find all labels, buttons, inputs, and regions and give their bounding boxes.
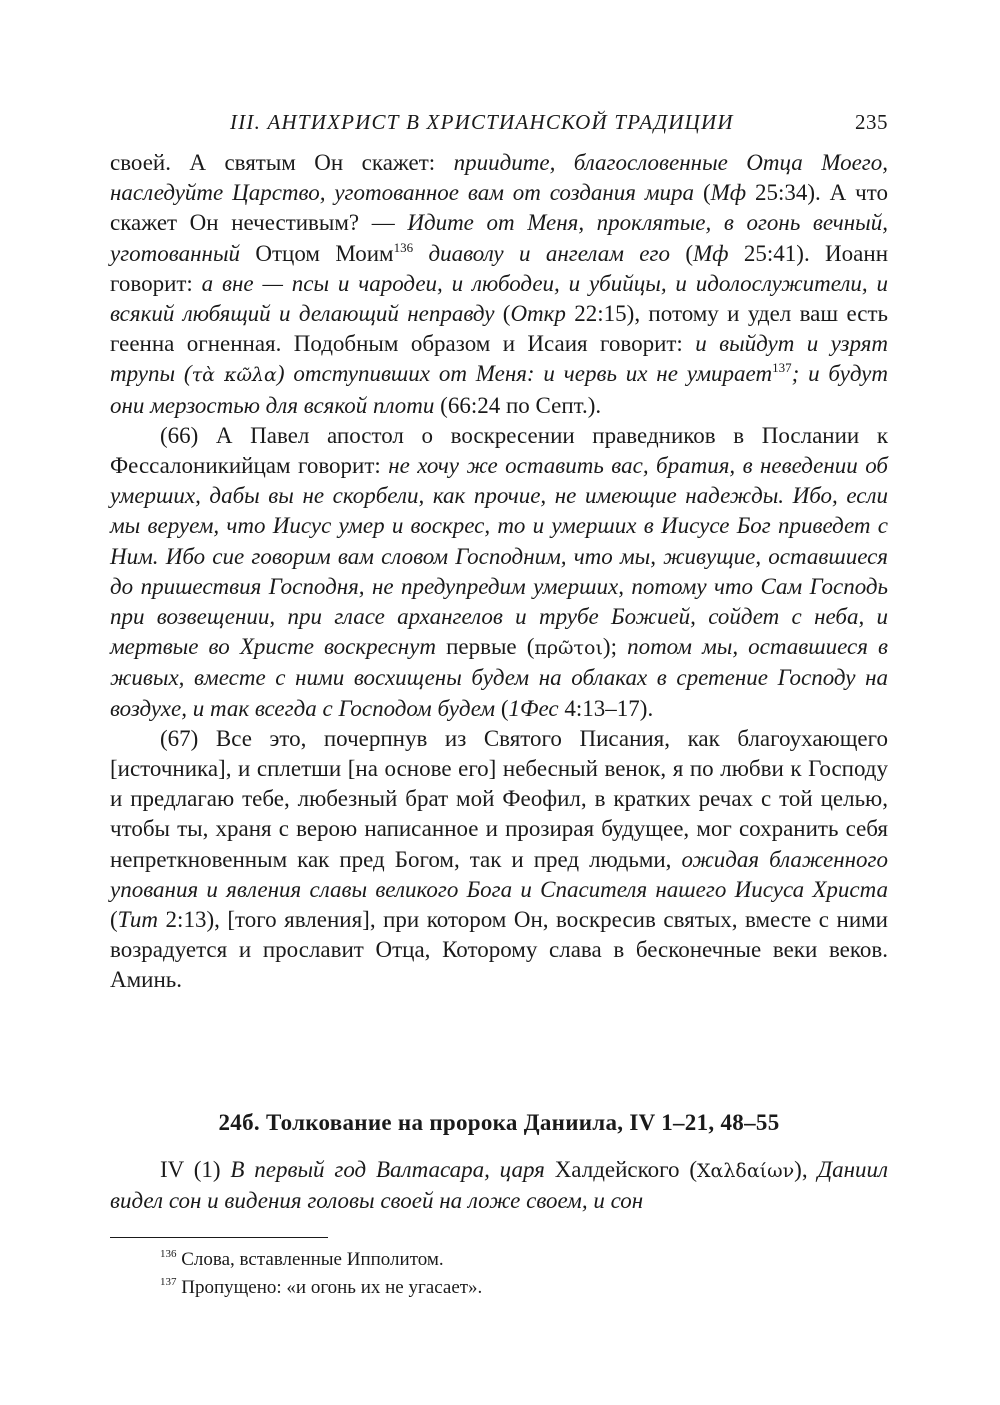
text-run: (: [669, 240, 694, 266]
text-run: 25:34). А что скажет Он нечестивым? —: [110, 180, 888, 236]
scripture-reference: Тит: [117, 907, 159, 933]
footnote-137: [110, 1274, 888, 1302]
paragraph-iv-1: [110, 1155, 888, 1216]
scripture-reference: 1Фес: [508, 695, 559, 721]
scripture-reference: Мф: [693, 240, 729, 266]
section-heading: 24б. Толкование на пророка Даниила, IV 1–21, 48–55: [218, 1110, 780, 1135]
page-number: 235: [855, 110, 888, 134]
scripture-reference: Откр: [510, 301, 566, 327]
text-run: своей. А святым Он скажет:: [110, 150, 454, 175]
scripture-quote: диаволу и ангелам его: [428, 240, 670, 266]
scripture-quote: ожидая блаженного упования и явления славы великого Бога и Спасителя нашего Иисуса Христа: [110, 846, 888, 902]
footnote-text: Пропущено: «и огонь их не угасает».: [176, 1277, 483, 1298]
footnote-number: 136: [160, 1248, 177, 1260]
text-run: ),: [794, 1157, 818, 1182]
text-run: Халдейского (: [544, 1157, 697, 1182]
paragraph-66: [110, 421, 888, 724]
scripture-quote: ) отступивших от Меня: и червь их не умирает: [276, 361, 773, 387]
scripture-quote: потом мы, оставшиеся в живых, вместе с ними восхищены будем на облаках в сретение Господу на воздухе, и так всегда с Господом будем: [110, 634, 888, 721]
scripture-quote: Идите от Меня, проклятые, в огонь вечный, уготованный: [110, 210, 888, 266]
text-run: (: [494, 301, 511, 327]
scripture-quote: Даниил видел сон и видения головы своей на ложе своем, и сон: [110, 1157, 889, 1214]
scripture-quote: В первый год Валтасара, царя: [230, 1157, 545, 1182]
text-run: (: [110, 907, 118, 933]
paragraph-67: [110, 724, 888, 996]
text-run: первые (: [435, 634, 535, 660]
footnote-136: [110, 1246, 888, 1274]
greek-phrase: τὰ κῶλα: [191, 364, 277, 387]
text-run: (67) Все это, почерпнув из Святого Писания, как благоухающего [источника], и сплетши [на основе его] небесный венок, я по любви к Господу и предлагаю тебе, любезный брат мой Феофил, в кратких речах с той целью, чтобы ты, храня с верою написанное и прозирая будущее, мог сохранить себя непреткновенным как пред Богом, так и пред людьми,: [110, 725, 888, 872]
footnote-number: 137: [160, 1276, 177, 1288]
main-text: [110, 148, 888, 996]
scripture-reference: Мф: [710, 180, 747, 206]
text-run: (66:24 по Септ.).: [434, 392, 602, 418]
text-run: (: [495, 695, 509, 721]
text-run: 4:13–17).: [558, 695, 654, 721]
text-run: 2:13), [того явления], при котором Он, воскресив святых, вместе с ними возрадуется и прославит Отца, Которому слава в бесконечные веки веков. Аминь.: [110, 907, 888, 993]
greek-word: πρῶτοι: [534, 637, 603, 660]
scripture-quote: а вне — псы и чародеи, и любодеи, и убийцы, и идолослужители, и всякий любящий и делающий неправду: [110, 270, 888, 327]
running-header: [110, 104, 888, 140]
footnote-marker-137: 137: [772, 360, 792, 376]
section-text: [110, 1155, 888, 1216]
text-run: Отцом Моим: [240, 240, 394, 266]
text-run: (: [694, 180, 711, 206]
greek-word: Χαλδαίων: [697, 1160, 795, 1182]
footnote-text: Слова, вставленные Ипполитом.: [176, 1249, 444, 1270]
text-run: IV (1): [160, 1157, 231, 1182]
text-run: 22:15), потому и удел ваш есть геенна огненная. Подобным образом и Исаия говорит:: [110, 301, 888, 357]
text-run: (66) А Павел апостол о воскресении праведников в Послании к Фессалоникийцам говорит:: [110, 422, 888, 479]
footnotes: [110, 1246, 888, 1302]
scripture-quote: не хочу же оставить вас, братия, в неведении об умерших, дабы вы не скорбели, как прочие, не имеющие надежды. Ибо, если мы веруем, что Иисус умер и воскрес, то и умерших в Иисусе Бог приведет с Ним. Ибо сие говорим вам словом Господним, что мы, живущие, оставшиеся до пришествия Господня, не предупредим умерших, потому что Сам Господь при возвещении, при гласе архангелов и трубе Божией, сойдет с неба, и мертвые во Христе воскреснут: [110, 453, 888, 660]
text-run: [413, 241, 428, 266]
scripture-quote: и выйдут и узрят трупы (: [110, 331, 888, 387]
scripture-quote: ; и будут они мерзостью для всякой плоти: [110, 361, 888, 418]
footnote-marker-136: 136: [393, 239, 414, 255]
paragraph-continuation: [110, 148, 888, 421]
text-run: );: [602, 634, 628, 660]
running-title: III. АНТИХРИСТ В ХРИСТИАНСКОЙ ТРАДИЦИИ: [230, 110, 734, 134]
scripture-quote: приидите, благословенные Отца Моего, наследуйте Царство, уготованное вам от создания мира: [110, 150, 889, 206]
text-run: 25:41). Иоанн говорит:: [110, 240, 888, 296]
footnote-divider: [110, 1237, 328, 1238]
